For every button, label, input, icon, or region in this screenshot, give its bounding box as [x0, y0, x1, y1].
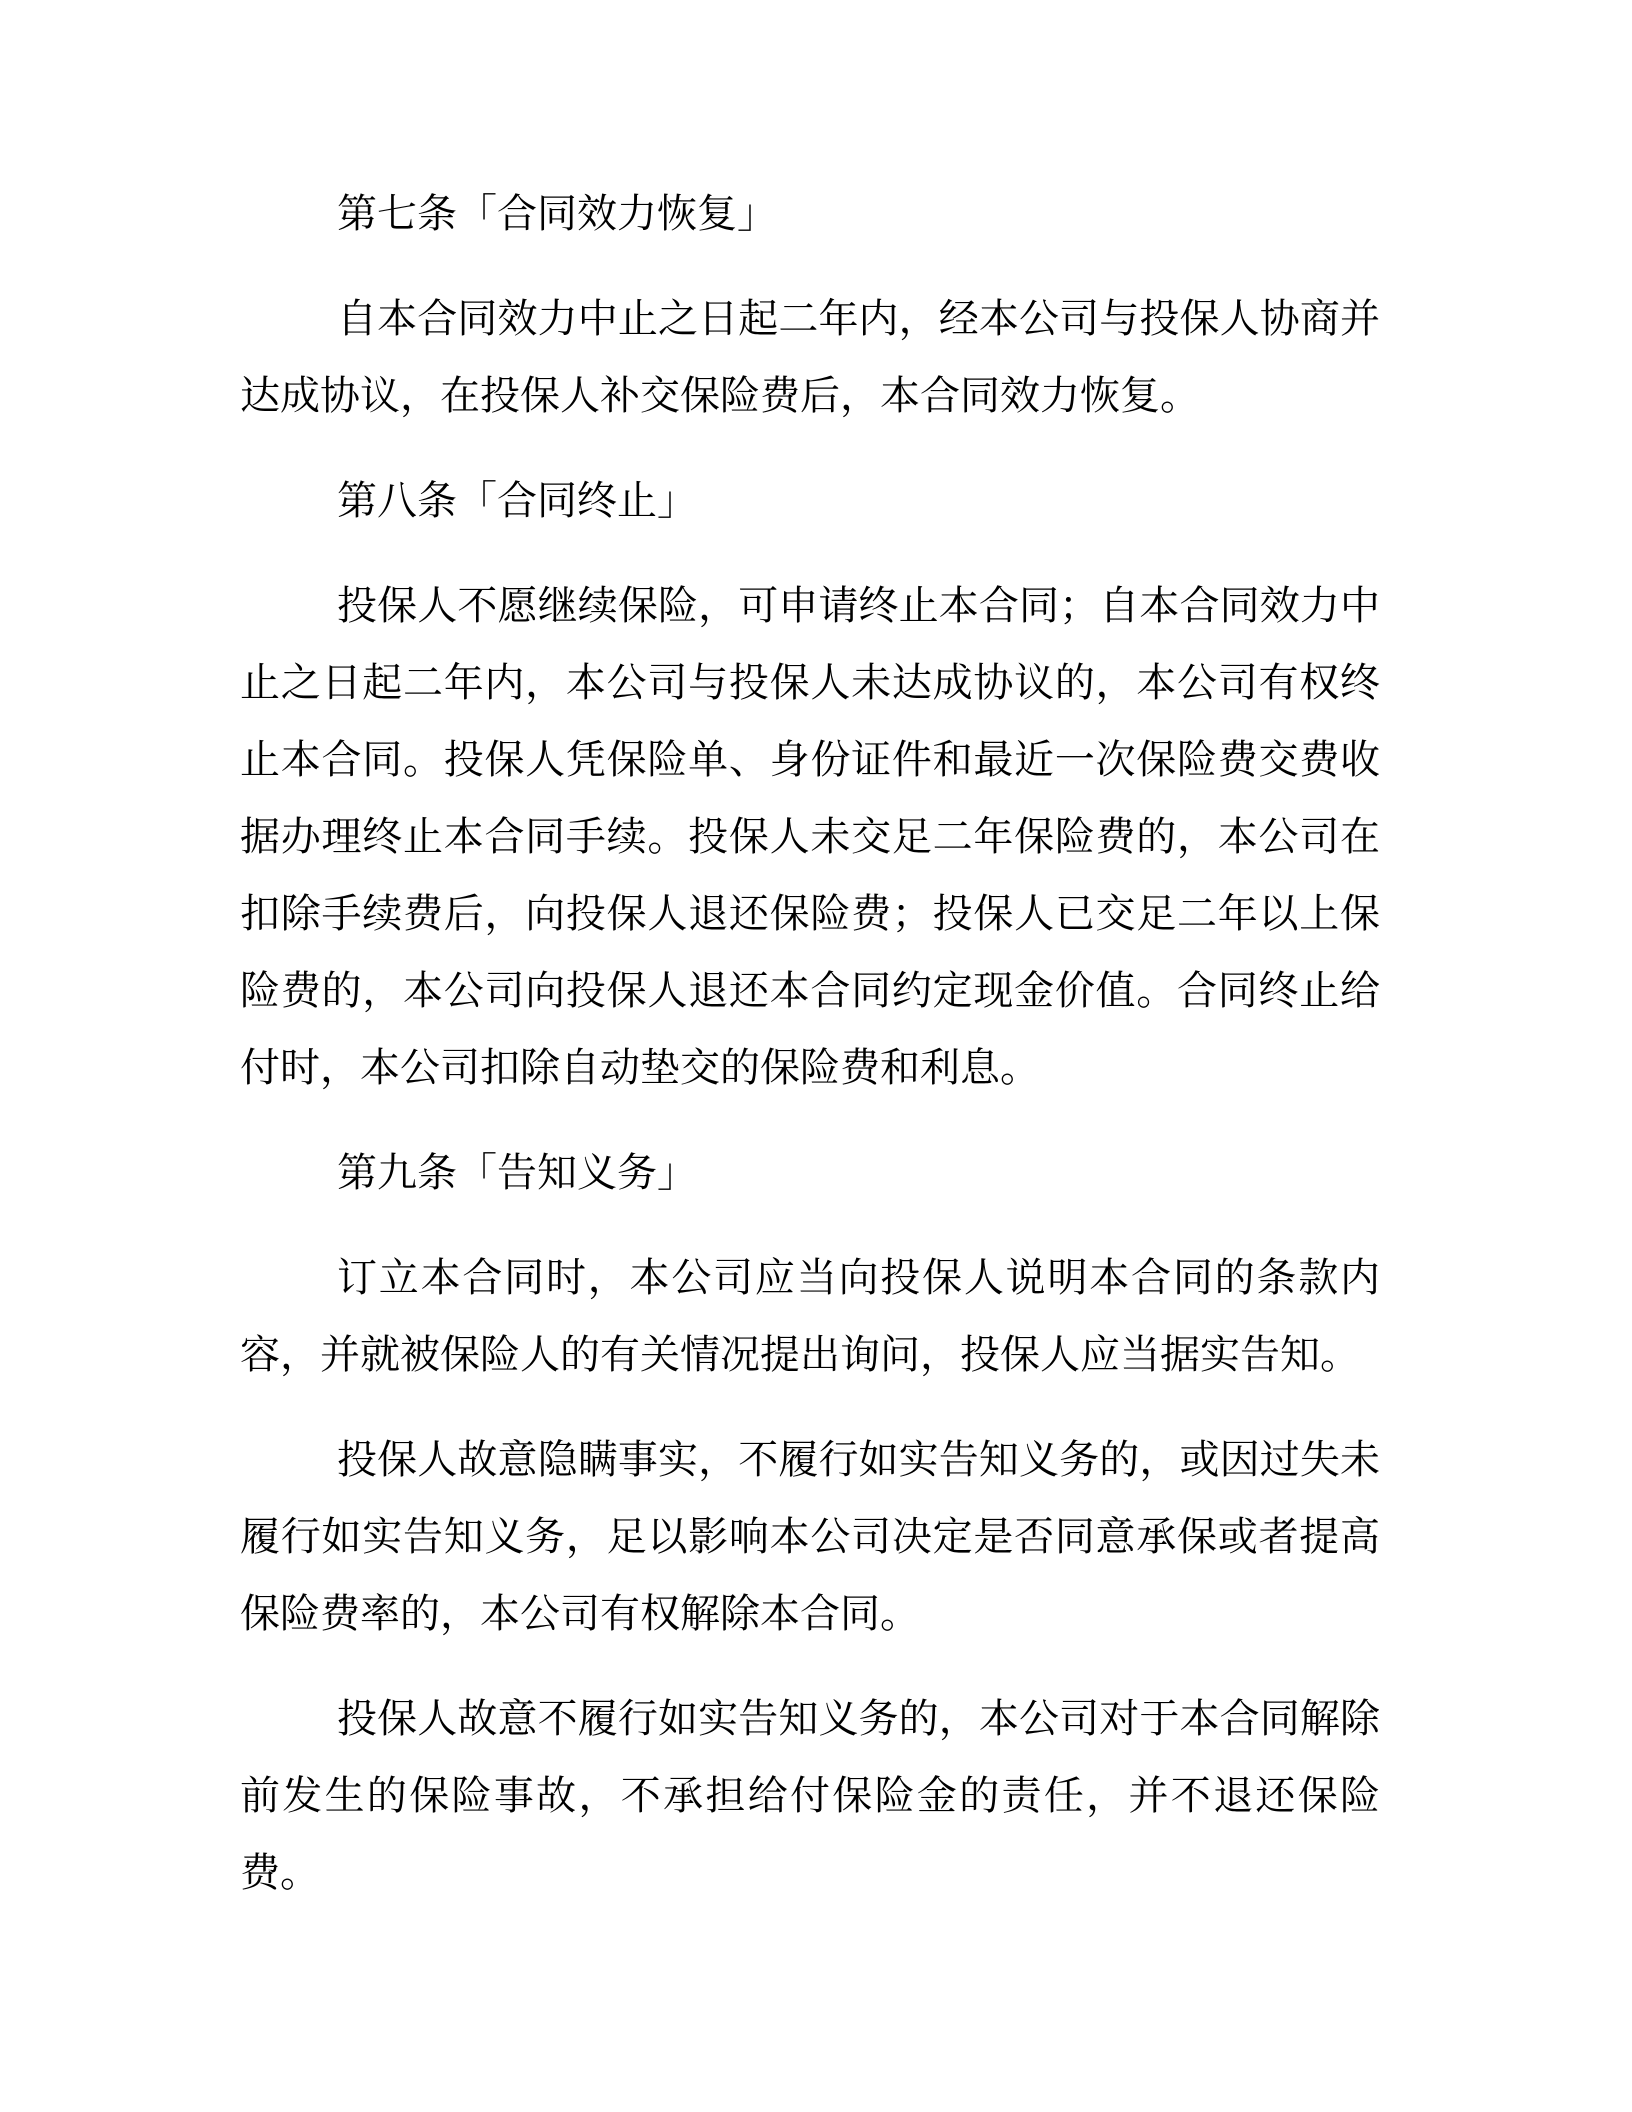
article-9-heading: 第九条「告知义务」 [337, 1151, 697, 1195]
article-8-heading: 第八条「合同终止」 [337, 479, 697, 523]
article-8-body-paragraph: 投保人不愿继续保险，可申请终止本合同；自本合同效力中止之日起二年内，本公司与投保人未达成协议的，本公司有权终止本合同。投保人凭保险单、身份证件和最近一次保险费交费收据办理终止本合同手续。投保人未交足二年保险费的，本公司在扣除手续费后，向投保人退还保险费；投保人已交足二年以上保险费的，本公司向投保人退还本合同约定现金价值。合同终止给付时，本公司扣除自动垫交的保险费和利息。 [240, 584, 1380, 1090]
article-7-heading: 第七条「合同效力恢复」 [337, 192, 777, 236]
article-9-body-paragraph-3: 投保人故意不履行如实告知义务的，本公司对于本合同解除前发生的保险事故，不承担给付保险金的责任，并不退还保险费。 [240, 1697, 1380, 1895]
article-7-body-paragraph: 自本合同效力中止之日起二年内，经本公司与投保人协商并达成协议，在投保人补交保险费后，本合同效力恢复。 [240, 297, 1380, 418]
article-9-body-paragraph-2: 投保人故意隐瞒事实，不履行如实告知义务的，或因过失未履行如实告知义务，足以影响本公司决定是否同意承保或者提高保险费率的，本公司有权解除本合同。 [240, 1438, 1380, 1636]
article-9-body-paragraph-1: 订立本合同时，本公司应当向投保人说明本合同的条款内容，并就被保险人的有关情况提出询问，投保人应当据实告知。 [240, 1256, 1380, 1377]
